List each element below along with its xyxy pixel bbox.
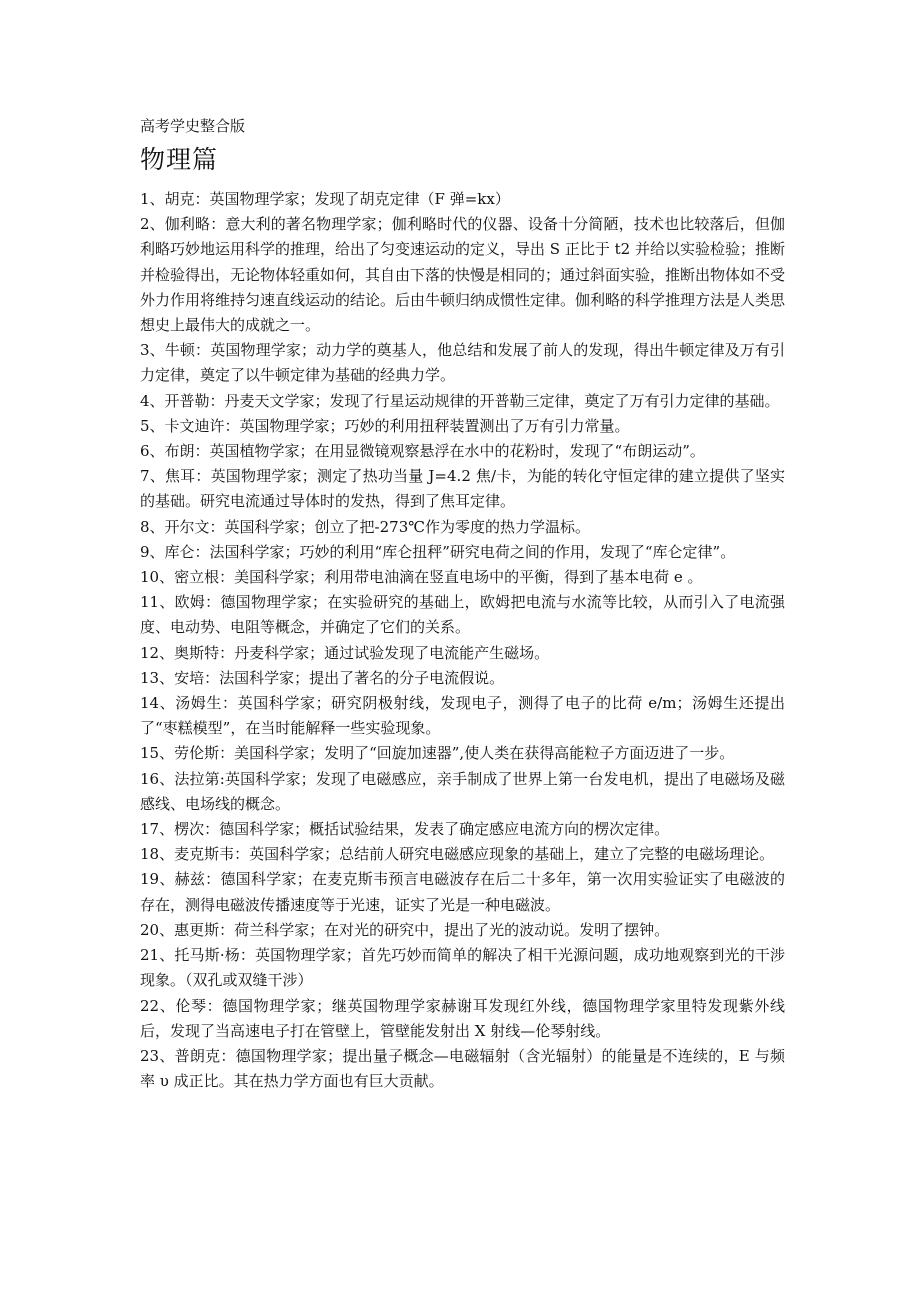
list-item: 22、伦琴：德国物理学家；继英国物理学家赫谢耳发现红外线，德国物理学家里特发现紫外线后，发现了当高速电子打在管壁上，管壁能发射出 X 射线—伦琴射线。 <box>140 996 785 1040</box>
list-item: 1、胡克：英国物理学家；发现了胡克定律（F 弹=kx） <box>140 190 510 208</box>
list-item: 11、欧姆：德国物理学家；在实验研究的基础上，欧姆把电流与水流等比较，从而引入了电流强度、电动势、电阻等概念，并确定了它们的关系。 <box>140 593 785 637</box>
list-item: 8、开尔文：英国科学家；创立了把-273℃作为零度的热力学温标。 <box>140 517 591 536</box>
list-item: 14、汤姆生：英国科学家；研究阴极射线，发现电子，测得了电子的比荷 e/m；汤姆生还提出了“枣糕模型”，在当时能解释一些实验现象。 <box>140 694 785 738</box>
document-title: 高考学史整合版 <box>140 117 246 135</box>
document-content <box>140 115 785 1094</box>
list-item: 10、密立根：美国科学家；利用带电油滴在竖直电场中的平衡，得到了基本电荷 e 。 <box>140 568 703 587</box>
list-item: 17、楞次：德国科学家；概括试验结果，发表了确定感应电流方向的楞次定律。 <box>140 820 670 839</box>
list-item: 23、普朗克：德国物理学家；提出量子概念—电磁辐射（含光辐射）的能量是不连续的，E 与频率 υ 成正比。其在热力学方面也有巨大贡献。 <box>140 1046 785 1091</box>
list-item: 19、赫兹：德国科学家；在麦克斯韦预言电磁波存在后二十多年，第一次用实验证实了电磁波的存在，测得电磁波传播速度等于光速，证实了光是一种电磁波。 <box>140 870 785 914</box>
list-item: 12、奥斯特：丹麦科学家；通过试验发现了电流能产生磁场。 <box>140 643 550 662</box>
list-item: 7、焦耳：英国物理学家；测定了热功当量 J=4.2 焦/卡，为能的转化守恒定律的建立提供了坚实的基础。研究电流通过导体时的发热，得到了焦耳定律。 <box>140 467 785 511</box>
section-title: 物理篇 <box>140 145 219 174</box>
entry-list <box>140 187 785 1094</box>
list-item: 20、惠更斯：荷兰科学家；在对光的研究中，提出了光的波动说。发明了摆钟。 <box>140 920 670 939</box>
list-item: 21、托马斯·杨：英国物理学家；首先巧妙而简单的解决了相干光源问题，成功地观察到光的干涉现象。（双孔或双缝干涉） <box>140 946 785 990</box>
list-item: 4、开普勒：丹麦天文学家；发现了行星运动规律的开普勒三定律，奠定了万有引力定律的基础。 <box>140 391 780 410</box>
list-item: 6、布朗：英国植物学家；在用显微镜观察悬浮在水中的花粉时，发现了“布朗运动”。 <box>140 442 705 461</box>
list-item: 16、法拉第:英国科学家；发现了电磁感应，亲手制成了世界上第一台发电机，提出了电磁场及磁感线、电场线的概念。 <box>140 769 785 813</box>
list-item: 15、劳伦斯：美国科学家；发明了“回旋加速器”,使人类在获得高能粒子方面迈进了一步。 <box>140 744 735 763</box>
list-item: 3、牛顿：英国物理学家；动力学的奠基人，他总结和发展了前人的发现，得出牛顿定律及万有引力定律，奠定了以牛顿定律为基础的经典力学。 <box>140 341 785 385</box>
list-item: 13、安培：法国科学家；提出了著名的分子电流假说。 <box>140 668 505 687</box>
list-item: 18、麦克斯韦：英国科学家；总结前人研究电磁感应现象的基础上，建立了完整的电磁场理论。 <box>140 845 775 864</box>
list-item: 5、卡文迪许：英国物理学家；巧妙的利用扭秤装置测出了万有引力常量。 <box>140 416 630 435</box>
list-item: 9、库仑：法国科学家；巧妙的利用“库仑扭秤”研究电荷之间的作用，发现了“库仑定律”。 <box>140 542 736 561</box>
list-item: 2、伽利略：意大利的著名物理学家；伽利略时代的仪器、设备十分简陋，技术也比较落后，但伽利略巧妙地运用科学的推理，给出了匀变速运动的定义，导出 S 正比于 t2 并给以实验检验；推断并检验得出，无论物体轻重如何，其自由下落的快慢是相同的；通过斜面实验，推断出物体如不受外力作用将维持匀速直线运动的结论。后由牛顿归纳成惯性定律。伽利略的科学推理方法是人类思想史上最伟大的成就之一。 <box>140 215 786 335</box>
